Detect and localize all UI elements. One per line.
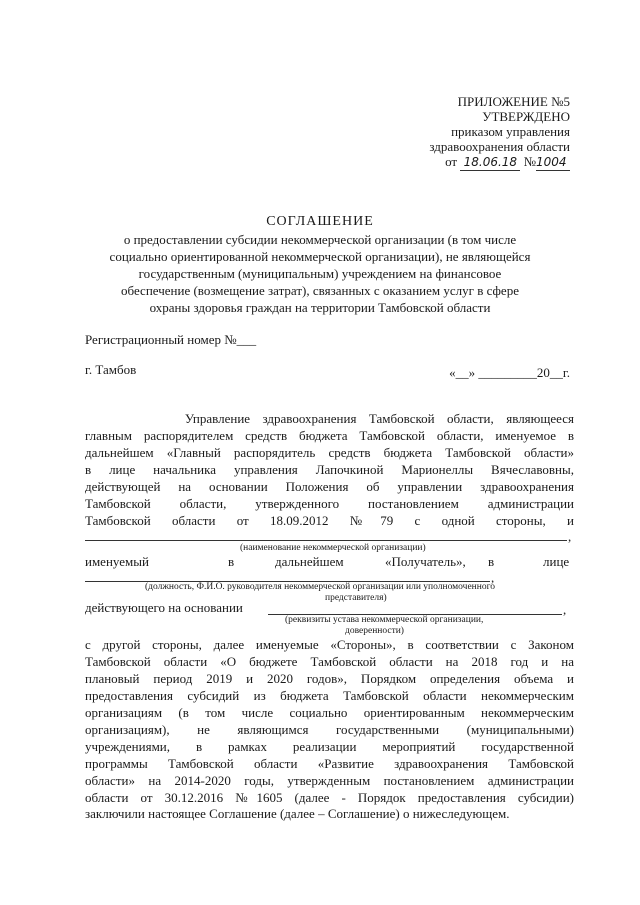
- comma: ,: [491, 570, 495, 585]
- text-line: Тамбовской области, утвержденного постановлением администрации: [85, 496, 574, 511]
- text-line: действующей на основании Положения об управлении здравоохранения: [85, 479, 574, 494]
- caption-org-name: (наименование некоммерческой организации): [240, 543, 426, 553]
- word: дальнейшем: [275, 554, 344, 569]
- subtitle-line: государственным (муниципальным) учреждением на финансовое: [138, 266, 502, 281]
- comma: ,: [568, 529, 572, 544]
- approved-label: УТВЕРЖДЕНО: [482, 109, 570, 124]
- word: лице: [543, 554, 570, 569]
- approval-header: [429, 94, 570, 171]
- agreement-date: «__» _________20__г.: [449, 365, 570, 380]
- text-line: Тамбовской области от 18.09.2012 №79 с одной стороны, и: [85, 513, 574, 528]
- text-line: области от 30.12.2016 №1605 (далее - Порядок предоставления субсидии): [85, 790, 574, 805]
- text-line: дальнейшем «Главный распорядитель средств бюджета Тамбовской области»: [85, 445, 574, 460]
- text-line: организациям (в том числе социально ориентированным некоммерческим: [85, 705, 574, 720]
- text-line: Тамбовской области «О бюджете Тамбовской области на 2018 год и на: [85, 654, 574, 669]
- registration-number: Регистрационный номер №___: [85, 332, 257, 347]
- order-line-1: приказом управления: [451, 124, 570, 139]
- document-title: СОГЛАШЕНИЕ: [266, 214, 374, 229]
- closing-line: заключили настоящее Соглашение (далее – Соглашение) о нижеследующем.: [85, 806, 510, 821]
- appendix-label: ПРИЛОЖЕНИЕ №5: [457, 94, 570, 109]
- from-label: от: [445, 154, 458, 169]
- city-label: г. Тамбов: [85, 362, 137, 377]
- caption-representative-2: представителя): [325, 593, 387, 603]
- text-line: Управление здравоохранения Тамбовской области, являющееся: [85, 411, 574, 426]
- text-line: в лице начальника управления Лапочкиной Марионеллы Вячеславовны,: [85, 462, 574, 477]
- handwritten-date: 18.06.18: [460, 155, 520, 171]
- paragraph-legal-basis: [85, 636, 574, 806]
- word: «Получатель»,: [385, 554, 466, 569]
- document-subtitle: [70, 231, 570, 316]
- text-line: главным распорядителем средств бюджета Тамбовской области, именуемое в: [85, 428, 574, 443]
- word: именуемый: [85, 554, 149, 569]
- caption-charter-2: доверенности): [345, 626, 404, 636]
- paragraph-parties: [85, 410, 574, 529]
- caption-representative: (должность, Ф.И.О. руководителя некоммерческой организации или уполномоченного: [145, 582, 495, 592]
- text-line: плановый период 2019 и 2020 годов», Порядком определения объема и: [85, 671, 574, 686]
- named-recipient-row: [85, 554, 574, 571]
- subtitle-line: обеспечение (возмещение затрат), связанных с оказанием услуг в сфере: [121, 283, 519, 298]
- subtitle-line: социально ориентированной некоммерческой организации), не являющейся: [109, 249, 531, 264]
- text-line: организациям), не являющимся государственными (муниципальными): [85, 722, 574, 737]
- text-line: учреждениями, в рамках реализации мероприятий государственной: [85, 739, 574, 754]
- text-line: предоставления субсидий из бюджета Тамбовской области некоммерческим: [85, 688, 574, 703]
- number-label: №: [523, 154, 536, 169]
- subtitle-line: о предоставлении субсидии некоммерческой организации (в том числе: [123, 232, 517, 247]
- order-date-line: [429, 154, 570, 171]
- word: в: [228, 554, 235, 569]
- handwritten-number: 1004: [536, 155, 570, 171]
- comma: ,: [563, 602, 567, 617]
- text-line: программы Тамбовской области «Развитие здравоохранения Тамбовской: [85, 756, 574, 771]
- text-line: области» на 2014-2020 годы, утвержденным постановлением администрации: [85, 773, 574, 788]
- subtitle-line: охраны здоровья граждан на территории Тамбовской области: [149, 300, 491, 315]
- word: в: [488, 554, 495, 569]
- text-line: с другой стороны, далее именуемые «Стороны», в соответствии с Законом: [85, 637, 574, 652]
- order-line-2: здравоохранения области: [429, 139, 570, 154]
- caption-charter: (реквизиты устава некоммерческой организации,: [285, 615, 484, 625]
- acting-basis-label: действующего на основании: [85, 600, 243, 615]
- org-name-blank: [85, 540, 567, 541]
